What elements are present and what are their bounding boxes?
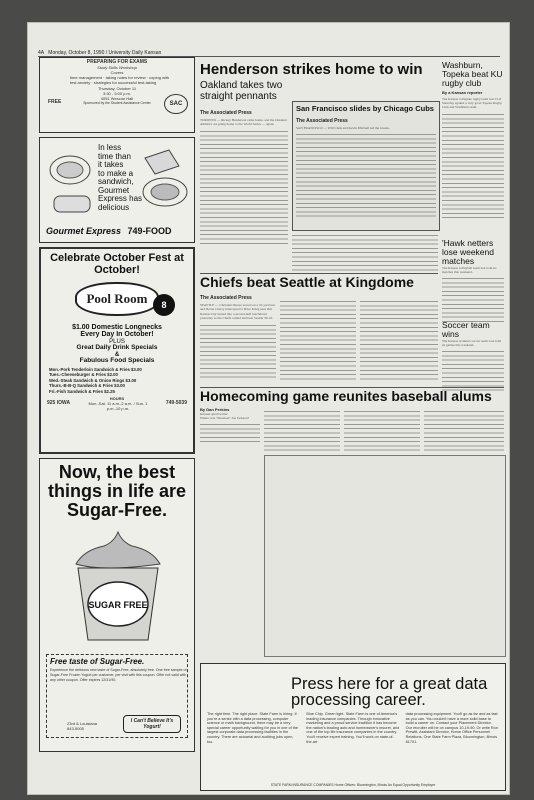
chiefs-col1-text	[200, 323, 276, 381]
chiefs-lead: SEATTLE — Christian Okoye scored on a 16-yard run and Deron Cherry intercepted a Dave Krieg pass that Kansas City turned into a second-half touchdown yesterday as the Chiefs rallied and beat Seattle 30-19.	[200, 303, 275, 320]
soccer-story	[442, 321, 504, 393]
yogurt-headline: Now, the best things in life are Sugar-Free.	[47, 462, 187, 520]
gourmet-express-ad	[39, 137, 195, 243]
coupon-text: Experience the delicious new taste of Sugar-Free, absolutely free. One free sample of Sugar-Free Frozen Yogurt per customer, per visit with this coupon. Offer not valid with any other coupon. Offer expires 12/31/90.	[50, 668, 187, 682]
henderson-headline: Henderson strikes home to win	[200, 61, 423, 78]
henderson-story	[200, 108, 288, 247]
deal-plus: PLUS	[109, 338, 125, 345]
exams-date: Thursday, October 11	[97, 86, 137, 91]
henderson-continued-text	[292, 233, 438, 271]
pool-room-headline: Celebrate October Fest at October!	[50, 252, 184, 276]
exams-place: 4051 Wescoe Hall	[100, 96, 134, 101]
pool-room-name: Pool Room	[75, 282, 159, 316]
newspaper-page	[27, 22, 510, 795]
homecoming-col2-text	[264, 409, 340, 451]
pool-room-logo	[41, 278, 193, 322]
left-ad-column	[39, 57, 195, 756]
exams-free: FREE	[48, 99, 62, 105]
washburn-byline: By a Kansan reporter	[442, 89, 483, 95]
pool-room-hours: Mon.-Sat. 11 a.m.-2 a.m. / Sun. 1 p.m.-10 p.m.	[88, 401, 148, 412]
special-item: Wed.-Steak Sandwich & Onion Rings $3.00	[49, 377, 137, 383]
chiefs-byline: The Associated Press	[200, 295, 252, 301]
state-farm-ad[interactable]	[200, 663, 506, 791]
exams-ad	[39, 57, 195, 133]
henderson-lead: TORONTO — Rickey Henderson came home, and the Oakland Athletics are going home to the World Series — again.	[200, 118, 287, 127]
coupon-address: 23rd & Louisiana 843-5005	[67, 721, 98, 731]
state-farm-columns	[201, 708, 505, 744]
deal-longnecks: $1.00 Domestic Longnecks	[72, 324, 162, 332]
washburn-headline: Washburn, Topeka beat KU rugby club	[442, 60, 503, 88]
exams-title: PREPARING FOR EXAMS	[86, 59, 148, 65]
state-farm-headline: Press here for a great data processing career.	[291, 675, 488, 709]
hawk-netters-story	[442, 239, 504, 324]
homecoming-story	[200, 407, 260, 444]
special-item: Fri.-Fish Sandwich & Fries $2.25	[49, 388, 115, 394]
hawks-headline: 'Hawk netters lose weekend matches	[442, 238, 494, 266]
state-farm-col1: The right time. The right place. State Farm is hiring. If you're a senior with a data processing, computer science or math background, there may be a very special career opportunity waiting for you in one of the largest corporate data processing facilities in the country. There are actuarial and auditing jobs open, too.	[207, 712, 298, 744]
homecoming-lead: Where was "Shoeless" Joe Jackson?	[200, 416, 250, 421]
exams-time: 3:30 - 5:00 p.m.	[102, 91, 131, 96]
hours-label: HOURS	[109, 396, 125, 402]
special-item: Tues.-Cheeseburger & Fries $2.00	[49, 372, 118, 378]
sugar-free-yogurt-ad	[39, 458, 195, 752]
chiefs-headline: Chiefs beat Seattle at Kingdome	[200, 274, 414, 290]
yogurt-cup-illustration	[40, 520, 195, 650]
homecoming-col4-text	[424, 409, 504, 451]
exams-sponsor: Sponsored by the Student Assistance Center	[83, 101, 151, 105]
deal-food: Fabulous Food Specials	[79, 357, 155, 365]
sac-logo: SAC	[164, 94, 188, 114]
homecoming-byline-role: Kansan sportswriter	[200, 412, 228, 416]
deal-every-day: Every Day In October!	[80, 331, 154, 339]
sf-byline: The Associated Press	[296, 117, 348, 124]
sf-headline: San Francisco slides by Chicago Cubs	[296, 104, 434, 113]
deal-drink: Great Daily Drink Specials	[76, 344, 158, 352]
homecoming-col1-text	[200, 422, 260, 444]
homecoming-col3-text	[344, 409, 420, 451]
exams-covers: Covers	[110, 70, 124, 75]
photo-placeholder	[264, 455, 506, 657]
sf-lead: SAN FRANCISCO — Will Clark and Kevin Mitchell led the Giants.	[296, 125, 390, 130]
sf-cubs-story-box	[292, 101, 440, 231]
chiefs-col2-text	[280, 299, 356, 381]
folio: 4A Monday, October 8, 1990 / University Daily Kansan	[38, 50, 162, 56]
pool-room-footer	[41, 401, 193, 411]
soccer-lead: The Kansas women's soccer team won both its games this weekend.	[442, 338, 502, 348]
yogurt-coupon[interactable]	[46, 654, 188, 738]
state-farm-col2: Blue Chip. Green light. State Farm is one of America's leading insurance companies. Through innovative marketing and a proud service tradition it has become the nation's leading auto and homeowner's insurer, and one of the top life insurance companies in the country. You'll receive expert training. You'll work on state-of-the-art	[306, 712, 400, 744]
gourmet-name: Gourmet Express 749-FOOD	[46, 226, 172, 236]
sugar-free-logo: SUGAR FREE	[88, 600, 148, 610]
pool-room-ad	[39, 247, 195, 454]
henderson-deck: Oakland takes two straight pennants	[200, 80, 283, 102]
washburn-body-text	[442, 112, 504, 220]
exams-topics: time management · taking notes for review · coping with test anxiety · strategies for successful test-taking	[70, 75, 170, 85]
sf-body-text	[296, 132, 436, 220]
henderson-body-text	[200, 129, 288, 247]
homecoming-byline: By Dan Perkins	[200, 407, 230, 412]
hawks-lead: The Kansas volleyball team lost both its matches this weekend.	[442, 265, 497, 275]
hawks-body-text	[442, 276, 504, 324]
henderson-byline: The Associated Press	[200, 110, 252, 116]
coupon-title: Free taste of Sugar-Free.	[50, 657, 145, 666]
pool-room-phone: 749-5039	[165, 400, 187, 407]
homecoming-headline: Homecoming game reunites baseball alums	[200, 388, 492, 404]
washburn-story	[442, 61, 504, 220]
washburn-lead: The Kansas collegiate rugby team lost 15-8 Saturday against a very good Topeka Rugby Club and Washburn team.	[442, 96, 502, 110]
chiefs-col3-text	[360, 299, 438, 381]
state-farm-footer: STATE FARM INSURANCE COMPANIES Home Offices: Bloomington, Illinois An Equal Opportunity Employer	[270, 783, 436, 787]
deal-amp: &	[114, 351, 120, 358]
food-specials-list	[41, 367, 193, 394]
icbiy-logo: I Can't Believe It's Yogurt!	[123, 715, 181, 733]
soccer-headline: Soccer team wins	[442, 320, 490, 339]
exams-subtitle: Study Skills Workshop	[97, 65, 137, 70]
eight-ball-icon: 8	[153, 294, 175, 316]
state-farm-col3: data processing equipment. You'll go as far and as fast as you can. You couldn't have a more solid base to build a career on. Contact your Placement Director. Our recruiter will be on campus 10-19-90. Or write Ron Prewitt, Assistant Director, Home Office Personnel Relations, One State Farm Plaza, Bloomington, Illinois 61701.	[405, 712, 498, 744]
special-item: Thurs.-B-B-Q Sandwich & Fries $3.00	[49, 383, 125, 389]
special-item: Mon.-Pork Tenderloin Sandwich & Fries $3.00	[49, 367, 142, 372]
gourmet-copy: In less time than it takes to make a sandwich, Gourmet Express has delicious	[98, 143, 143, 212]
pool-room-address: 925 IOWA	[47, 400, 71, 407]
